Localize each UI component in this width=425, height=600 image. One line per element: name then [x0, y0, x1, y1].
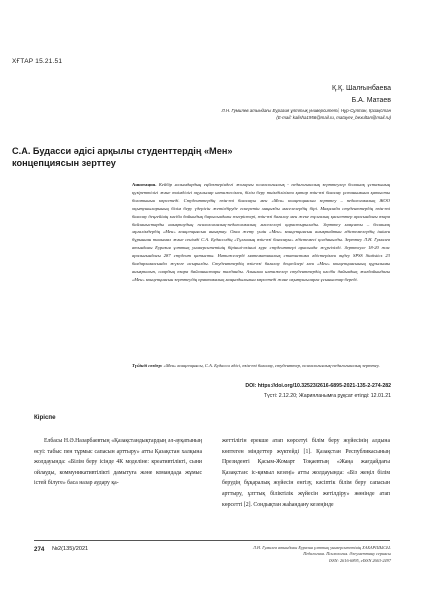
accepted-label: Жарияланымға рұқсат етілді: [298, 393, 370, 399]
received-date: 2.12.20 [278, 393, 297, 399]
journal-issn: ISSN: 2616-6895, eISSN 2663-2497 [328, 557, 391, 563]
author-name: Қ.Қ. Шалғынбаева [331, 85, 391, 92]
affiliation-university: Л.Н. Гумилев атындағы Еуразия ұлттық университеті, Нұр-Сұлтан, Қазақстан [221, 108, 391, 113]
author-list [332, 83, 391, 107]
keywords [132, 362, 390, 370]
doi-link[interactable]: DOI: https://doi.org/10.32523/2616-6895-2021-135-2-274-282 [245, 383, 391, 389]
article-title-line: концепциясын зерттеу [12, 157, 116, 168]
article-title [12, 146, 352, 169]
page-number: 274 [34, 546, 45, 553]
article-title-line: С.А. Будасси әдісі арқылы студенттердің «Мен» [12, 146, 233, 156]
body-column-right: жеттілігін ерекше атап көрсетуі білім беру жүйесінің алдына көптеген міндеттер жүктейді [1]. Қазақстан Республикасының Президенті Қасым-Жомарт Тоқаевтың «Жаңа жағдайдағы Қазақстан: іс-қимыл кезеңі» атты жолдауында: «Біз жеңіл білім берудің бұқаралық жүйесін енгізу, кәсіптік білім беру сапасын арттыру, ұлттық біліктілік жүйесін жетілдіру» жөнінде атап көрсетті [2]. Сондықтан жаһандану кезеңінде [222, 438, 390, 508]
udc-code: ХҒТАР 15.21.51 [12, 58, 63, 65]
received-label: Түсті: [263, 393, 278, 399]
abstract-text: Кейбір ғалымдардың еңбектеріндегі жоғарғы психологиялық - педагогикалық зерттеулер болашақ ұстазының құзіреттілігі және тиімділігі оқушылар нәтижесімен, білім беру тиімділігімен қатар өзін-өзі бағалау ұстанымына қатысты болатынын көрсетеді. Студенттердің өзін-өзі бағалауы мен «Мен» концепциясын зерттеу – педагогикалық ЖОО оқытушыларының білім беру үдерісін жетілдіруде ескеретін маңызды мәселелердің бірі. Мақалада студенттердің өзін-өзі бағалау деңгейінің кәсіби дайындық барысындағы өзгерістері, өзін-өзі бағалау мен жеке тұлғалық қасиеттер арасындағы өзара байланыстарды анықтаудың психологиялық-педагогикалық мәселелері қарастырылады. Зерттеу мақсаты – болашақ мұғалімдердің «Мен» концепциясын анықтау. Оған жету үшін «Мен» концепциясын анықтайтын әдістемелердің ішінен бұрыннан танымал және сенімді С.А. Будассидің «Тұлғаның өзін-өзі бағалауы» әдістемесі қолданылды. Зерттеу Л.Н. Гумилев атындағы Еуразия ұлттық университетінің бірінші-екінші курс студенттері арасында жүргізілді. Зерттеуге 18-20 жас аралығындағы 287 студент қатысты. Нәтижелерді математикалық статистика әдістерімен өңдеу SPSS Statistics 23 бағдарламасында жүзеге асырылды. Студенттердің өзін-өзі бағалау деңгейлері мен «Мен» концепциясының құрылымы анықталып, олардың өзара байланыстары талданды. Алынған нәтижелер студенттердің кәсіби дайындық жағдайындағы «Мен» концепциясын зерттеудің практикалық маңыздылығын көрсетеді және оқытушыларға ұсыныстар береді. [132, 182, 390, 282]
journal-info [253, 545, 391, 564]
abstract-label: Аннотация. [132, 182, 157, 187]
footer-divider [34, 540, 390, 541]
keywords-label: Түйінді сөздер: [132, 363, 163, 368]
abstract [132, 181, 390, 284]
issue-number: №2(135)/2021 [52, 546, 89, 552]
keywords-text: «Мен» концепциясы, С.А. Будасси әдісі, өзін-өзі бағалау, студенттер, психологиялық-педагогикалық зерттеу. [162, 363, 380, 368]
publication-dates: Түсті: 2.12.20; Жарияланымға рұқсат етілді: 12.01.21 [263, 393, 391, 399]
accepted-date: 12.01.21 [370, 393, 391, 399]
section-heading: Кіріспе [34, 414, 56, 421]
affiliation-emails: (E-mail: kalisha1956@mail.ru, matayev_bexultan@mail.ru) [276, 115, 391, 120]
body-column-left: Елбасы Н.Ә.Назарбаевтың «Қазақстандықтардың әл-ауқатының өсуі: табыс пен тұрмыс сапасын арттыру» атты Қазақстан халқына жолдауында: «Білім беру ісінде 4К моделіне: креативтілікті, сыни ойлауды, коммуникативтілікті дамытуға және командада жұмыс істей білуге» баса назар аудару қа- [34, 438, 202, 487]
journal-series: Педагогика. Психология. Әлеуметтану сериясы [303, 551, 391, 557]
author-name: Б.А. Матаев [351, 97, 391, 104]
journal-title: Л.Н. Гумилев атындағы Еуразия ұлттық университетінің ХАБАРШЫСЫ. [253, 545, 391, 550]
affiliation [222, 107, 391, 121]
